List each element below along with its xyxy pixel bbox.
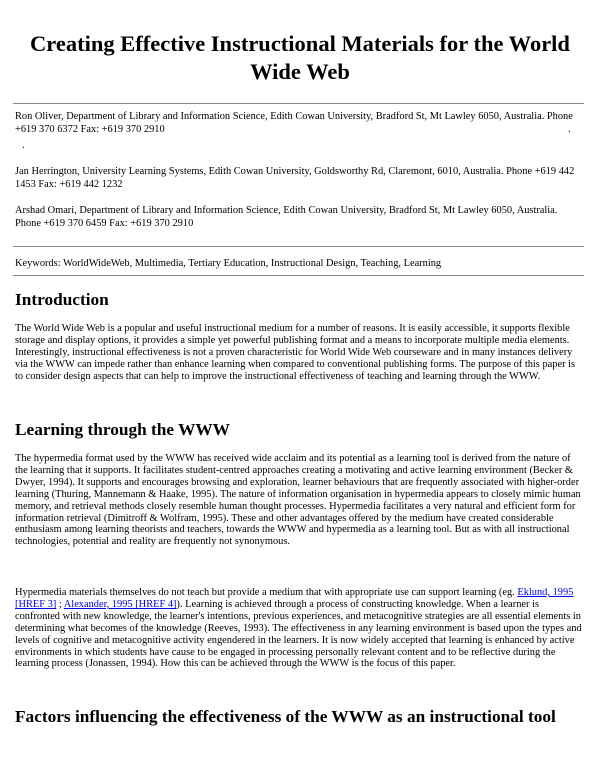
author-oliver: Ron Oliver, Department of Library and Information Science, Edith Cowan University, Bradford St, Mt Lawley 6050, Australia. Phone +619 370 6372 Fax: +619 370 2910 (15, 111, 573, 135)
divider (13, 275, 584, 276)
stray-mark: . (22, 140, 25, 151)
paragraph-text: Hypermedia materials themselves do not teach but provide a medium that with appropriate use can support learning (eg. (15, 587, 518, 598)
author-herrington: Jan Herrington, University Learning Systems, Edith Cowan University, Goldsworthy Rd, Claremont, 6010, Australia. Phone +619 442 1453 Fax: +619 442 1232 (15, 166, 575, 190)
paper-title: Creating Effective Instructional Materials for the World Wide Web (30, 31, 570, 84)
section-heading-learning: Learning through the WWW (15, 420, 230, 439)
href-4-link[interactable]: Alexander, 1995 [HREF 4] (63, 598, 177, 610)
learning-paragraph-2 (15, 587, 583, 670)
divider (13, 246, 584, 247)
divider (13, 103, 584, 104)
paragraph-text: ). Learning is achieved through a process of constructing knowledge. When a learner is confronted with new knowledge, the learner's intentions, previous experiences, and metacognitive strategies are all essential elements in determining what becomes of the knowledge (Reeves, 1993). The effectiveness in any learning environment is based upon the types and levels of cognitive and metacognitive activity engendered in the learners. It is now widely accepted that learning is enhanced by active environments in which students have cause to be engaged in processing personally relevant content and to be reflective during the learning process (Jonassen, 1994). How this can be achieved through the WWW is the focus of this paper. (15, 598, 582, 670)
section-heading-introduction: Introduction (15, 290, 109, 309)
learning-paragraph-1: The hypermedia format used by the WWW has received wide acclaim and its potential as a learning tool is derived from the nature of the learning that it supports. It facilitates student-centred approaches creating a motivating and active learning environment (Becker & Dwyer, 1994). It supports and encourages browsing and exploration, learner behaviours that are frequently associated with higher-order learning (Thuring, Mannemann & Haake, 1995). The nature of information organisation in hypermedia appears to closely mimic human memory, and retrieval methods closely resemble human thought processes. Hypermedia facilitates a very natural and efficient form for information retrieval (Dimitroff & Wolfram, 1995). These and other advantages offered by the medium have created considerable enthusiasm among learning theorists and teachers, towards the WWW and hypermedia as a learning tool. But as with all instructional technologies, potential and reality are frequently not synonymous. (15, 453, 581, 548)
paragraph-text: ; (56, 598, 64, 610)
author-omari: Arshad Omari, Department of Library and Information Science, Edith Cowan University, Bradford St, Mt Lawley 6050, Australia. Phone +619 370 6459 Fax: +619 370 2910 (15, 205, 558, 229)
section-heading-factors: Factors influencing the effectiveness of the WWW as an instructional tool (15, 707, 556, 726)
stray-mark: . (568, 124, 571, 135)
introduction-paragraph: The World Wide Web is a popular and useful instructional medium for a number of reasons. It is easily accessible, it supports flexible storage and display options, it provides a simple yet powerful publishing format and a means to incorporate multiple media elements. Interestingly, instructional effectiveness is not a proven characteristic for World Wide Web courseware and in many instances delivery via the WWW can impede rather than enhance learning when compared to conventional publishing forms. The purpose of this paper is to consider design aspects that can help to improve the instructional effectiveness of teaching and learning through the WWW. (15, 323, 576, 382)
href-3-link[interactable]: Eklund, 1995 [HREF 3] (15, 587, 574, 610)
keywords: Keywords: WorldWideWeb, Multimedia, Tertiary Education, Instructional Design, Teaching, Learning (15, 258, 442, 269)
